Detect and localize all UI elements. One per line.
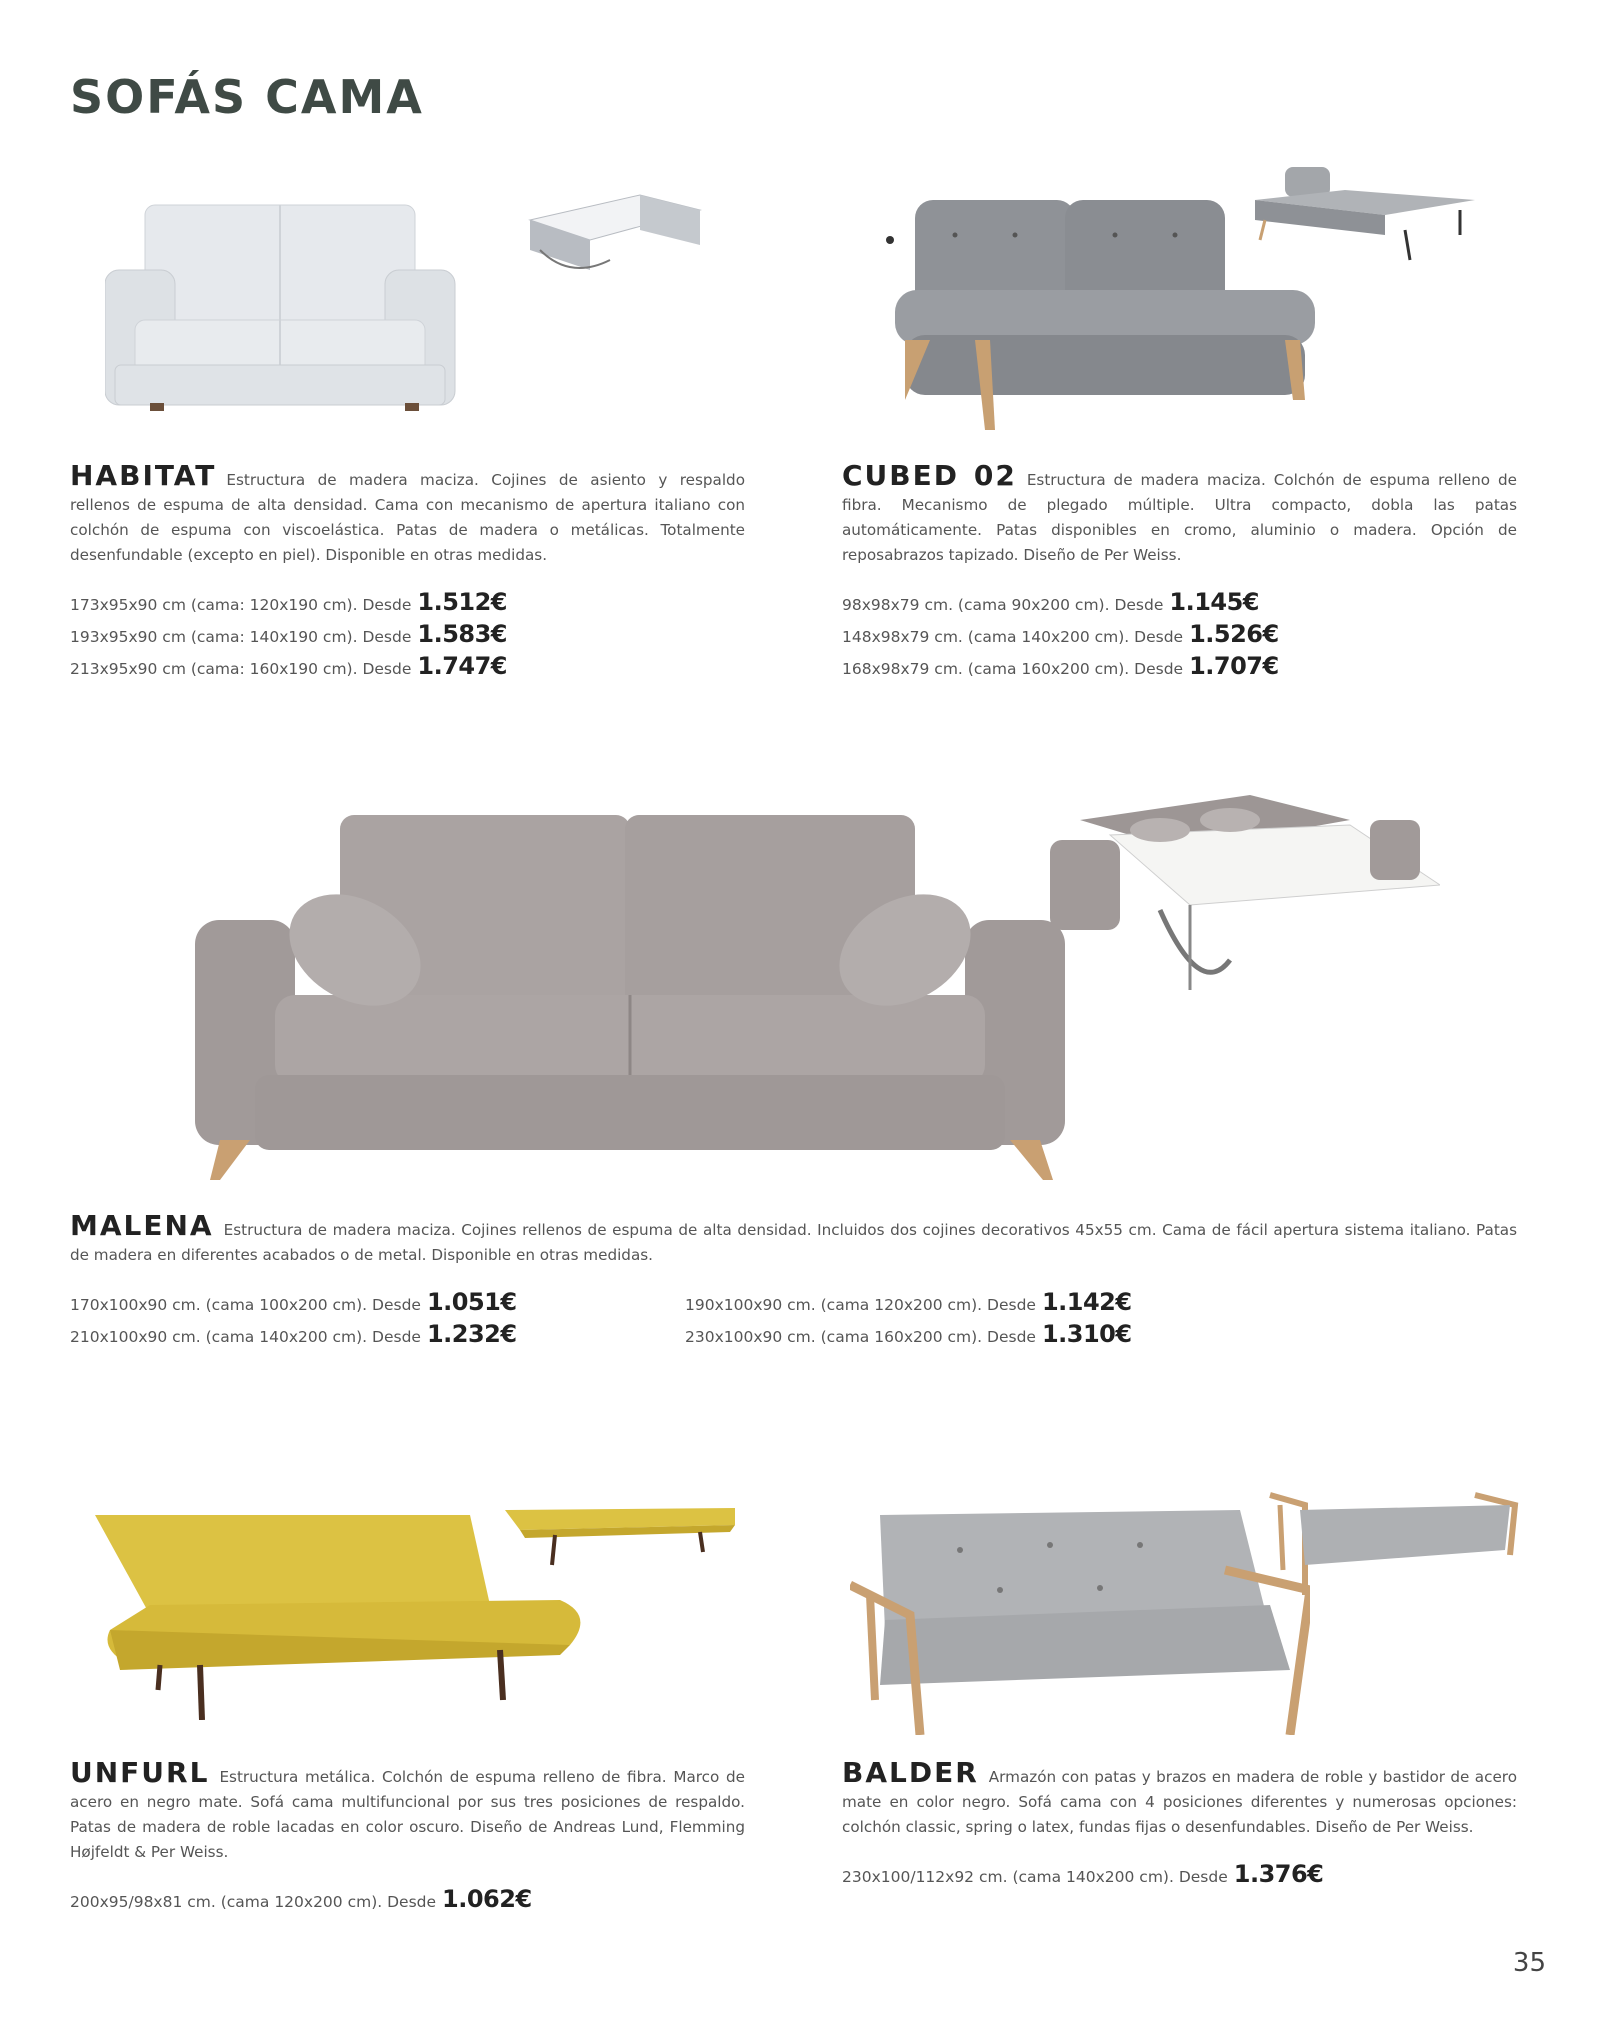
price-label: 148x98x79 cm. (cama 140x200 cm). Desde — [842, 628, 1184, 646]
cubed-description-block — [842, 459, 1517, 568]
unfurl-prices — [70, 1883, 745, 1915]
malena-product — [70, 1209, 1517, 1350]
price-row — [842, 618, 1517, 650]
price-value: 1.062€ — [442, 1885, 532, 1913]
balder-bed-photo — [1265, 1485, 1520, 1595]
price-row — [842, 1858, 1517, 1890]
price-label: 173x95x90 cm (cama: 120x190 cm). Desde — [70, 596, 412, 614]
price-value: 1.747€ — [417, 652, 508, 680]
balder-sofa-photo — [850, 1500, 1310, 1735]
malena-description-block — [70, 1209, 1517, 1268]
price-label: 230x100/112x92 cm. (cama 140x200 cm). Desde — [842, 1868, 1228, 1886]
habitat-description-block — [70, 459, 745, 568]
price-row — [70, 650, 745, 682]
malena-bed-photo — [1050, 790, 1440, 1005]
price-row — [70, 1883, 745, 1915]
price-label: 200x95/98x81 cm. (cama 120x200 cm). Desde — [70, 1893, 437, 1911]
price-value: 1.707€ — [1189, 652, 1279, 680]
price-row — [842, 650, 1517, 682]
price-label: 230x100x90 cm. (cama 160x200 cm). Desde — [685, 1328, 1036, 1346]
balder-prices — [842, 1858, 1517, 1890]
balder-description: Armazón con patas y brazos en madera de roble y bastidor de acero mate en color negro. Sofá cama con 4 posiciones diferentes y numerosas opciones: colchón classic, spring o latex, fundas fijas o desenfundables. Diseño de Per Weiss. — [842, 1768, 1517, 1836]
habitat-sofa-photo — [105, 200, 585, 415]
malena-description: Estructura de madera maciza. Cojines rellenos de espuma de alta densidad. Incluidos dos cojines decorativos 45x55 cm. Cama de fácil apertura sistema italiano. Patas de madera en diferentes acabados o de metal. Disponible en otras medidas. — [70, 1221, 1517, 1264]
price-value: 1.145€ — [1169, 588, 1259, 616]
page-title: SOFÁS CAMA — [70, 70, 424, 124]
price-value: 1.376€ — [1233, 1860, 1324, 1888]
price-value: 1.583€ — [417, 620, 508, 648]
price-row — [685, 1318, 1285, 1350]
unfurl-bed-photo — [500, 1500, 740, 1570]
habitat-bed-photo — [520, 190, 710, 280]
price-row — [70, 618, 745, 650]
unfurl-description: Estructura metálica. Colchón de espuma relleno de fibra. Marco de acero en negro mate. Sofá cama multifuncional por sus tres posiciones de respaldo. Patas de madera de roble lacadas en color oscuro. Diseño de Andreas Lund, Flemming Højfeldt & Per Weiss. — [70, 1768, 745, 1861]
malena-sofa-photo — [195, 810, 1065, 1180]
price-row — [685, 1286, 1285, 1318]
price-value: 1.051€ — [426, 1288, 517, 1316]
cubed-prices — [842, 586, 1517, 682]
cubed-bed-photo — [1245, 165, 1480, 270]
price-value: 1.232€ — [426, 1320, 517, 1348]
cubed-description: Estructura de madera maciza. Colchón de espuma relleno de fibra. Mecanismo de plegado múltiple. Ultra compacto, dobla las patas automáticamente. Patas disponibles en cromo, aluminio o madera. Opción de reposabrazos tapizado. Diseño de Per Weiss. — [842, 471, 1517, 564]
price-label: 168x98x79 cm. (cama 160x200 cm). Desde — [842, 660, 1184, 678]
unfurl-description-block — [70, 1756, 745, 1865]
habitat-description: Estructura de madera maciza. Cojines de asiento y respaldo rellenos de espuma de alta densidad. Cama con mecanismo de apertura italiano con colchón de espuma con viscoelástica. Patas de madera o metálicas. Totalmente desenfundable (excepto en piel). Disponible en otras medidas. — [70, 471, 745, 564]
cubed-name: CUBED 02 — [842, 459, 1017, 492]
cubed-product — [842, 459, 1517, 682]
balder-product — [842, 1756, 1517, 1890]
malena-prices — [70, 1286, 1517, 1350]
habitat-prices — [70, 586, 745, 682]
price-row — [842, 586, 1517, 618]
price-row — [70, 1286, 685, 1318]
price-label: 98x98x79 cm. (cama 90x200 cm). Desde — [842, 596, 1164, 614]
unfurl-product — [70, 1756, 745, 1915]
price-value: 1.526€ — [1189, 620, 1279, 648]
price-value: 1.310€ — [1041, 1320, 1132, 1348]
price-label: 193x95x90 cm (cama: 140x190 cm). Desde — [70, 628, 412, 646]
malena-name: MALENA — [70, 1209, 214, 1242]
balder-description-block — [842, 1756, 1517, 1840]
price-value: 1.142€ — [1041, 1288, 1132, 1316]
price-row — [70, 586, 745, 618]
price-row — [70, 1318, 685, 1350]
price-label: 210x100x90 cm. (cama 140x200 cm). Desde — [70, 1328, 421, 1346]
balder-name: BALDER — [842, 1756, 979, 1789]
unfurl-name: UNFURL — [70, 1756, 210, 1789]
price-label: 170x100x90 cm. (cama 100x200 cm). Desde — [70, 1296, 421, 1314]
price-label: 190x100x90 cm. (cama 120x200 cm). Desde — [685, 1296, 1036, 1314]
price-value: 1.512€ — [417, 588, 508, 616]
habitat-product — [70, 459, 745, 682]
page-number: 35 — [1512, 1948, 1546, 1978]
habitat-name: HABITAT — [70, 459, 217, 492]
price-label: 213x95x90 cm (cama: 160x190 cm). Desde — [70, 660, 412, 678]
